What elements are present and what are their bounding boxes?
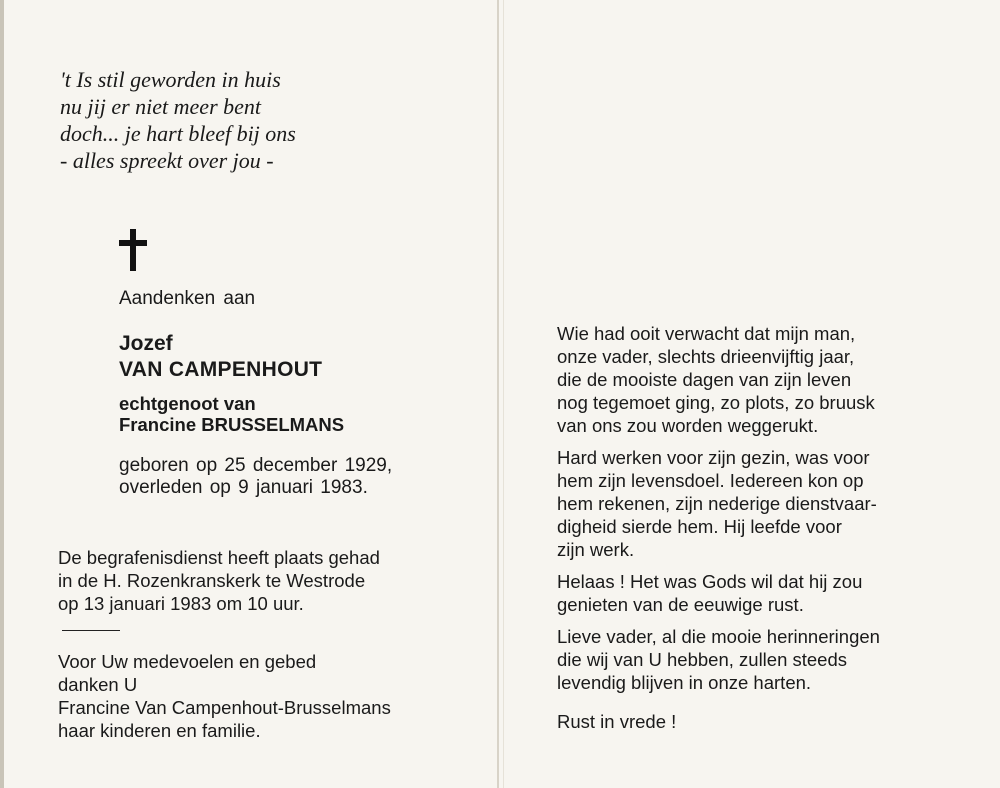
deceased-first-name: Jozef: [119, 332, 173, 355]
right-paragraph: [557, 322, 875, 437]
spouse-name: [119, 414, 344, 436]
text-line: die wij van U hebben, zullen steeds: [557, 649, 848, 670]
card-left-edge: [0, 0, 4, 788]
right-paragraph: [557, 625, 880, 694]
funeral-line: op 13 januari 1983 om 10 uur.: [58, 593, 304, 614]
funeral-line: De begrafenisdienst heeft plaats gehad: [58, 547, 380, 568]
text-line: Lieve vader, al die mooie herinneringen: [557, 626, 880, 647]
thanks-line: danken U: [58, 674, 138, 695]
text-line: levendig blijven in onze harten.: [557, 672, 812, 693]
birth-date: geboren op 25 december 1929,: [119, 455, 393, 476]
poem-line: nu jij er niet meer bent: [60, 94, 262, 119]
text-line: zijn werk.: [557, 539, 635, 560]
poem-line: doch... je hart bleef bij ons: [60, 121, 296, 146]
deceased-last-name: VAN CAMPENHOUT: [119, 358, 323, 381]
text-line: hem zijn levensdoel. Iedereen kon op: [557, 470, 864, 491]
text-line: digheid sierde hem. Hij leefde voor: [557, 516, 842, 537]
right-paragraph: [557, 570, 862, 616]
text-line: die de mooiste dagen van zijn leven: [557, 369, 852, 390]
text-line: genieten van de eeuwige rust.: [557, 594, 804, 615]
spouse-prefix: echtgenoot van: [119, 393, 256, 414]
poem: [60, 66, 296, 174]
memorial-label: Aandenken aan: [119, 288, 256, 309]
right-paragraph: [557, 710, 676, 733]
death-date: overleden op 9 januari 1983.: [119, 477, 368, 498]
card-fold-shadow: [503, 0, 504, 788]
thanks-block: [58, 650, 391, 742]
poem-line: - alles spreekt over jou -: [60, 148, 274, 173]
spouse-last-name: BRUSSELMANS: [201, 414, 345, 435]
text-line: hem rekenen, zijn nederige dienstvaar-: [557, 493, 877, 514]
text-line: Helaas ! Het was Gods wil dat hij zou: [557, 571, 863, 592]
thanks-line: Francine Van Campenhout-Brusselmans: [58, 697, 391, 718]
funeral-line: in de H. Rozenkranskerk te Westrode: [58, 570, 366, 591]
spouse-first-name: Francine: [119, 414, 197, 435]
thanks-line: haar kinderen en familie.: [58, 720, 261, 741]
text-line: onze vader, slechts drieenvijftig jaar,: [557, 346, 855, 367]
text-line: van ons zou worden weggerukt.: [557, 415, 819, 436]
cross-icon: [119, 229, 147, 271]
thanks-line: Voor Uw medevoelen en gebed: [58, 651, 317, 672]
text-line: Rust in vrede !: [557, 711, 677, 732]
right-paragraph: [557, 446, 877, 561]
card-fold-line: [497, 0, 499, 788]
text-line: Wie had ooit verwacht dat mijn man,: [557, 323, 856, 344]
divider: [62, 630, 120, 631]
text-line: nog tegemoet ging, zo plots, zo bruusk: [557, 392, 875, 413]
funeral-notice: [58, 546, 380, 615]
poem-line: 't Is stil geworden in huis: [60, 67, 281, 92]
text-line: Hard werken voor zijn gezin, was voor: [557, 447, 870, 468]
